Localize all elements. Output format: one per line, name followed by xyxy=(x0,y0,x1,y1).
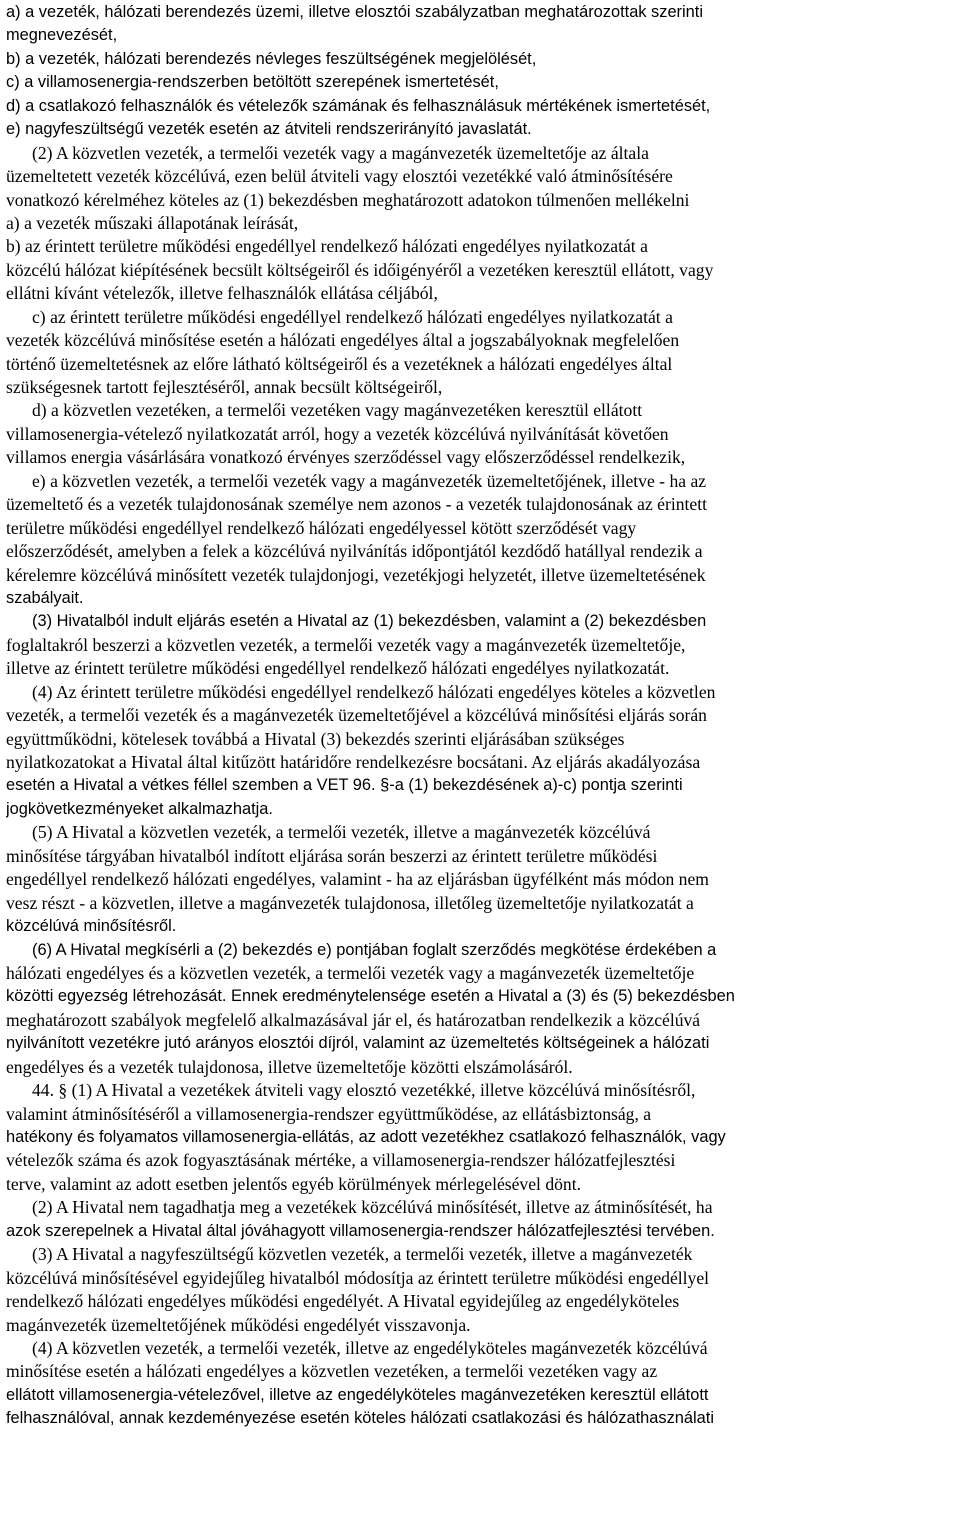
text-line: kérelemre közcélúvá minősített vezeték tulajdonjogi, vezetékjogi helyzetét, illetve üzemeltetésének xyxy=(6,564,706,585)
text-line: meghatározott szabályok megfelelő alkalmazásával jár el, és határozatban rendelkezik a közcélúvá xyxy=(6,1009,701,1030)
text-line: valamint átminősítéséről a villamosenergia-rendszer együttműködése, az ellátásbiztonság, a xyxy=(6,1103,652,1124)
text-line: c) az érintett területre működési engedéllyel rendelkező hálózati engedélyes nyilatkozatát a xyxy=(32,306,673,327)
text-line: megnevezését, xyxy=(6,26,118,45)
text-line: üzemeltető és a vezeték tulajdonosának személye nem azonos - a vezeték tulajdonosának az érintett xyxy=(6,494,708,515)
text-line: közcélú hálózat kiépítésének becsült költségeiről és időigényéről a vezetéken keresztül ellátott, vagy xyxy=(6,259,714,280)
text-line: közcélúvá minősítésről. xyxy=(6,917,177,936)
text-line: a) a vezeték műszaki állapotának leírását, xyxy=(6,212,299,233)
text-line: a) a vezeték, hálózati berendezés üzemi, illetve elosztói szabályzatban meghatározottak szerinti xyxy=(6,3,703,21)
text-line: e) a közvetlen vezeték, a termelői vezeték vagy a magánvezeték üzemeltetőjének, illetve - ha az xyxy=(32,470,707,491)
text-line: foglaltakról beszerzi a közvetlen vezeték, a termelői vezeték vagy a magánvezeték üzemeltetője, xyxy=(6,634,686,655)
text-line: villamos energia vásárlására vonatkozó érvényes szerződéssel vagy előszerződéssel rendelkezik, xyxy=(6,447,686,468)
text-line: engedélyes és a vezeték tulajdonosa, illetve üzemeltetője közötti elszámolásáról. xyxy=(6,1056,573,1077)
text-line: minősítése tárgyában hivatalból indított eljárása során beszerzi az érintett területre működési xyxy=(6,845,658,866)
text-line: (4) Az érintett területre működési engedéllyel rendelkező hálózati engedélyes köteles a közvetlen xyxy=(32,681,716,702)
text-line: e) nagyfeszültségű vezeték esetén az átviteli rendszerirányító javaslatát. xyxy=(6,120,532,139)
text-line: (3) Hivatalból indult eljárás esetén a Hivatal az (1) bekezdésben, valamint a (2) bekezdésben xyxy=(32,612,707,631)
text-line: nyilatkozatokat a Hivatal által kitűzött határidőre rendelkezésre bocsátani. Az eljárás akadályozása xyxy=(6,752,701,772)
text-line: felhasználóval, annak kezdeményezése esetén köteles hálózati csatlakozási és hálózathasználati xyxy=(6,1409,714,1428)
text-line: (5) A Hivatal a közvetlen vezeték, a termelői vezeték, illetve a magánvezeték közcélúvá xyxy=(32,822,651,843)
text-line: területre működési engedéllyel rendelkező hálózati engedélyessel kötött szerződését vagy xyxy=(6,517,637,538)
text-line: terve, valamint az adott esetben jelentős egyéb körülmények mérlegelésével dönt. xyxy=(6,1173,582,1194)
text-line: d) a csatlakozó felhasználók és vételezők számának és felhasználásuk mértékének ismertetését, xyxy=(6,96,711,115)
text-line: előszerződését, amelyben a felek a közcélúvá nyilvánítás időpontjától kezdődő hatállyal rendezik a xyxy=(6,541,703,562)
text-line: jogkövetkezményeket alkalmazhatja. xyxy=(6,799,273,818)
text-line: ellátni kívánt vételezők, illetve felhasználók ellátása céljából, xyxy=(6,283,438,304)
text-line: (3) A Hivatal a nagyfeszültségű közvetlen vezeték, a termelői vezeték, illetve a magánvezeték xyxy=(32,1244,693,1265)
text-line: engedéllyel rendelkező hálózati engedélyes, valamint - ha az eljárásban ügyfélként más módon nem xyxy=(6,869,709,890)
text-line: villamosenergia-vételező nyilatkozatát arról, hogy a vezeték közcélúvá nyilvánítását követően xyxy=(6,423,669,444)
text-line: magánvezeték üzemeltetőjének működési engedélyét visszavonja. xyxy=(6,1314,471,1335)
text-line: üzemeltetett vezeték közcélúvá, ezen belül átviteli vagy elosztói vezetékké való átminősítésére xyxy=(6,166,673,187)
text-line: (2) A Hivatal nem tagadhatja meg a vezetékek közcélúvá minősítését, illetve az átminősítését, ha xyxy=(32,1197,713,1218)
text-line: esetén a Hivatal a vétkes féllel szemben a VET 96. §-a (1) bekezdésének a)-c) pontja szerinti xyxy=(6,776,683,795)
text-line: szükségesnek tartott fejlesztéséről, annak becsült költségeiről, xyxy=(6,377,443,397)
text-line: nyilvánított vezetékre jutó arányos elosztói díjról, valamint az üzemeltetés költségeinek a hálózati xyxy=(6,1034,710,1053)
text-line: c) a villamosenergia-rendszerben betöltött szerepének ismertetését, xyxy=(6,73,499,92)
text-line: ellátott villamosenergia-vételezővel, illetve az engedélyköteles magánvezetéken keresztül ellátott xyxy=(6,1385,709,1404)
text-line: (2) A közvetlen vezeték, a termelői vezeték vagy a magánvezeték üzemeltetője az általa xyxy=(32,142,649,163)
text-line: (6) A Hivatal megkísérli a (2) bekezdés e) pontjában foglalt szerződés megkötése érdekében a xyxy=(32,940,717,959)
text-line: hálózati engedélyes és a közvetlen vezeték, a termelői vezeték vagy a magánvezeték üzemeltetője xyxy=(6,962,695,983)
text-line: minősítése esetén a hálózati engedélyes a közvetlen vezetéken, a termelői vezetéken vagy az xyxy=(6,1361,658,1382)
text-line: közötti egyezség létrehozását. Ennek eredménytelensége esetén a Hivatal a (3) és (5) bekezdésben xyxy=(6,987,735,1006)
text-line: hatékony és folyamatos villamosenergia-ellátás, az adott vezetékhez csatlakozó felhasználók, vagy xyxy=(6,1128,726,1146)
text-line: rendelkező hálózati engedélyes működési engedélyét. A Hivatal egyidejűleg az engedélyköteles xyxy=(6,1291,680,1312)
text-line: azok szerepelnek a Hivatal által jóváhagyott villamosenergia-rendszer hálózatfejlesztési tervében. xyxy=(6,1221,715,1240)
text-line: d) a közvetlen vezetéken, a termelői vezetéken vagy magánvezetéken keresztül ellátott xyxy=(32,400,643,421)
text-line: vezeték közcélúvá minősítése esetén a hálózati engedélyes által a jogszabályoknak megfelelően xyxy=(6,330,680,351)
text-line: vételezők száma és azok fogyasztásának mértéke, a villamosenergia-rendszer hálózatfejlesztési xyxy=(6,1150,676,1171)
text-line: közcélúvá minősítésével egyidejűleg hivatalból módosítja az érintett területre működési engedéllyel xyxy=(6,1267,710,1288)
text-line: történő üzemeltetésnek az előre látható költségeiről és a vezetéknek a hálózati engedélyes által xyxy=(6,353,673,374)
text-line: szabályait. xyxy=(6,588,84,607)
text-line: b) az érintett területre működési engedéllyel rendelkező hálózati engedélyes nyilatkozatát a xyxy=(6,236,648,257)
text-line: vonatkozó kérelméhez köteles az (1) bekezdésben meghatározott adatokon túlmenően mellékelni xyxy=(6,189,690,210)
text-line: b) a vezeték, hálózati berendezés névleges feszültségének megjelölését, xyxy=(6,49,537,68)
text-line: 44. § (1) A Hivatal a vezetékek átviteli vagy elosztó vezetékké, illetve közcélúvá minősítésről, xyxy=(32,1080,696,1101)
text-line: (4) A közvetlen vezeték, a termelői vezeték, illetve az engedélyköteles magánvezeték közcélúvá xyxy=(32,1337,708,1358)
text-line: illetve az érintett területre működési engedéllyel rendelkező hálózati engedélyes nyilatkozatát. xyxy=(6,658,670,679)
text-line: vesz részt - a közvetlen, illetve a magánvezeték tulajdonosa, illetőleg üzemeltetője nyilatkozatát a xyxy=(6,892,694,913)
text-line: együttműködni, kötelesek továbbá a Hivatal (3) bekezdés szerinti eljárásában szükséges xyxy=(6,728,625,749)
text-line: vezeték, a termelői vezeték és a magánvezeték üzemeltetőjével a közcélúvá minősítési eljárás során xyxy=(6,705,707,726)
